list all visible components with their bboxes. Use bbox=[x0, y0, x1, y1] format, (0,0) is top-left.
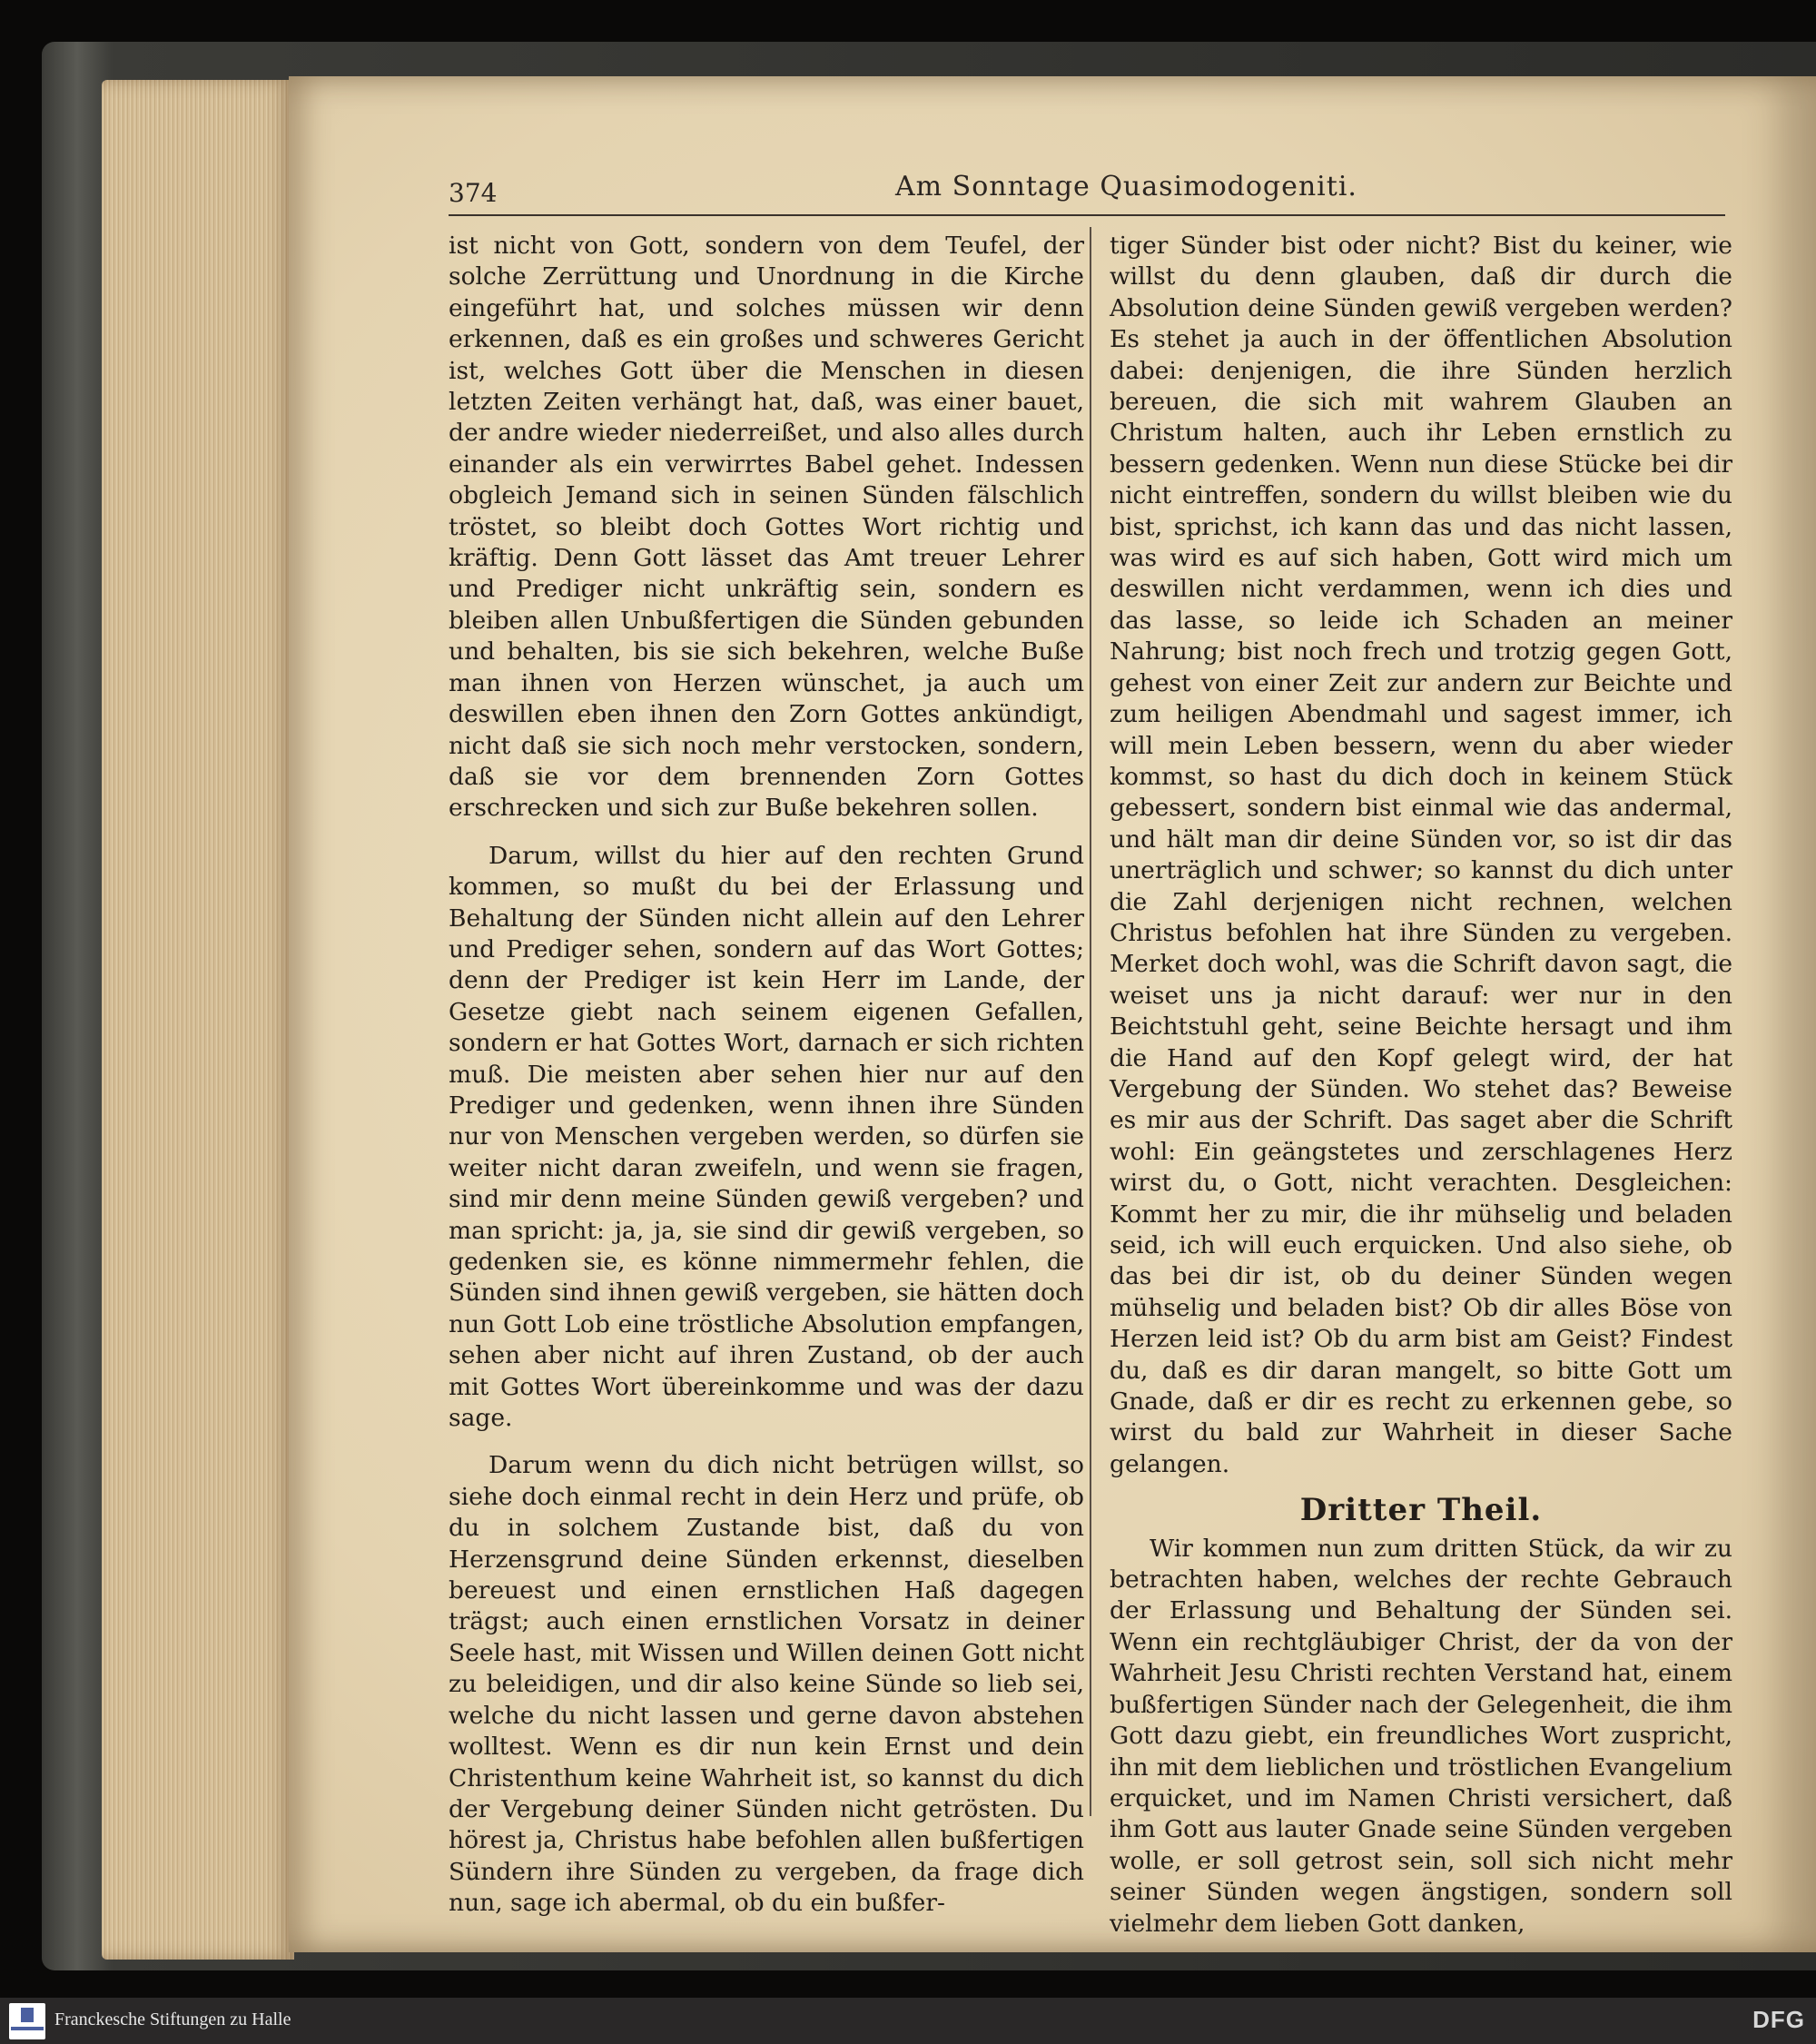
paragraph: ist nicht von Gott, sondern von dem Teufel, der solche Zerrüttung und Unordnung in die Kirche eingeführt hat, und solches müssen wir denn erkennen, daß es ein großes und schweres Gericht ist, welches Gott über die Menschen in diesen letzten Zeiten verhängt hat, daß, was einer bauet, der andre wieder niederreißet, und also alles durch einander als ein verwirrtes Babel gehet. Indessen obgleich Jemand sich in seinen Sünden fälschlich tröstet, so bleibt doch Gottes Wort richtig und kräftig. Denn Gott lässet das Amt treuer Lehrer und Prediger nicht unkräftig sein, sondern es bleiben allen Unbußfertigen die Sünden gebunden und behalten, bis sie sich bekehren, welche Buße man ihnen von Herzen wünschet, ja auch um deswillen eben ihnen den Zorn Gottes ankündigt, nicht daß sie sich noch mehr verstocken, sondern, daß sie vor dem brennenden Zorn Gottes erschrecken und sich zur Buße bekehren sollen. bbox=[449, 232, 1084, 823]
dfg-logo[interactable]: DFG bbox=[1752, 2006, 1805, 2033]
header-rule bbox=[449, 214, 1725, 216]
running-title: Am Sonntage Quasimodogeniti. bbox=[895, 171, 1357, 202]
page-header bbox=[449, 169, 1725, 212]
section-heading: Dritter Theil. bbox=[1299, 1492, 1543, 1529]
paragraph: Darum wenn du dich nicht betrügen willst, so siehe doch einmal recht in dein Herz und prüfe, ob du in solchem Zustande bist, daß du von Herzensgrund deine Sünden erkennst, dieselben bereuest und einen ernstlichen Haß dagegen trägst; auch einen ernstlichen Vorsatz in deiner Seele hast, mit Wissen und Willen deinen Gott nicht zu beleidigen, und dir also keine Sünde so lieb sei, welche du nicht lassen und gerne davon abstehen wolltest. Wenn es dir nun kein Ernst und dein Christenthum keine Wahrheit ist, so kannst du dich der Vergebung deiner Sünden nicht getrösten. Du hörest ja, Christus habe befohlen allen bußfertigen Sündern ihre Sünden zu vergeben, da frage dich nun, sage ich abermal, ob du ein bußfer- bbox=[449, 1451, 1084, 1918]
paragraph: Wir kommen nun zum dritten Stück, da wir zu betrachten haben, welches der rechte Gebrauch der Erlassung und Behaltung der Sünden sei. Wenn ein rechtgläubiger Christ, der da von der Wahrheit Jesu Christi rechten Verstand hat, einem bußfertigen Sünder nach der Gelegenheit, die ihm Gott dazu giebt, ein freundliches Wort zuspricht, ihn mit dem lieblichen und tröstlichen Evangelium erquicket, und im Namen Christi versichert, daß ihm Gott aus lauter Gnade seine Sünden vergeben wolle, er soll getrost sein, soll sich nicht mehr seiner Sünden wegen ängstigen, sondern soll vielmehr dem lieben Gott danken, bbox=[1110, 1534, 1732, 1938]
footer-bar bbox=[0, 1998, 1816, 2044]
right-column bbox=[1110, 231, 1732, 1940]
paragraph: tiger Sünder bist oder nicht? Bist du keiner, wie willst du denn glauben, daß dir durch die Absolution deine Sünden gewiß vergeben werden? Es stehet ja auch in der öffentlichen Absolution dabei: denjenigen, die ihre Sünden herzlich bereuen, die sich mit wahrem Glauben an Christum halten, auch ihr Leben ernstlich zu bessern gedenken. Wenn nun diese Stücke bei dir nicht eintreffen, sondern du willst bleiben wie du bist, sprichst, ich kann das und das nicht lassen, was wird es auf sich haben, Gott wird mich um deswillen nicht verdammen, wenn ich dies und das lasse, so leide ich Schaden an meiner Nahrung; bist noch frech und trotzig gegen Gott, gehest von einer Zeit zur andern zur Beichte und zum heiligen Abendmahl und sagest immer, ich will mein Leben bessern, wenn du aber wieder kommst, so hast du dich doch in keinem Stück gebessert, sondern bist einmal wie das andermal, und hält man dir deine Sünden vor, so ist dir das unerträglich und schwer; so kannst du dich unter die Zahl derjenigen nicht rechnen, welchen Christus befohlen hat ihre Sünden zu vergeben. Merket doch wohl, was die Schrift davon sagt, die weiset uns ja nicht darauf: wer nur in den Beichtstuhl geht, seine Beichte hersagt und ihm die Hand auf den Kopf gelegt wird, der hat Vergebung der Sünden. Wo stehet das? Beweise es mir aus der Schrift. Das saget aber die Schrift wohl: Ein geängstetes und zerschlagenes Herz wirst du, o Gott, nicht verachten. Desgleichen: Kommt her zu mir, die ihr mühselig und beladen seid, ich will euch erquicken. Und also siehe, ob das bei dir ist, ob du deiner Sünden wegen mühselig und beladen bist? Ob dir alles Böse von Herzen leid ist? Ob du arm bist am Geist? Findest du, daß es dir daran mangelt, so bitte Gott um Gnade, daß er dir es recht zu erkennen gebe, so wirst du bald zur Wahrheit in dieser Sache gelangen. bbox=[1110, 232, 1732, 1478]
institution-name[interactable]: Franckesche Stiftungen zu Halle bbox=[54, 2009, 291, 2029]
page-number: 374 bbox=[449, 178, 498, 208]
column-divider bbox=[1090, 227, 1091, 1816]
paragraph: Darum, willst du hier auf den rechten Grund kommen, so mußt du bei der Erlassung und Behaltung der Sünden nicht allein auf den Lehrer und Prediger sehen, sondern auf das Wort Gottes; denn der Prediger ist kein Herr im Lande, der Gesetze giebt nach seinem eigenen Gefallen, sondern er hat Gottes Wort, darnach er sich richten muß. Die meisten aber sehen hier nur auf den Prediger und gedenken, wenn ihnen ihre Sünden nur von Menschen vergeben werden, so dürfen sie weiter nicht daran zweifeln, und wenn sie fragen, sind mir denn meine Sünden gewiß vergeben? und man spricht: ja, ja, sie sind dir gewiß vergeben, so gedenken sie, es könne nimmermehr fehlen, die Sünden sind ihnen gewiß vergeben, sie hätten doch nun Gott Lob eine tröstliche Absolution empfangen, sehen aber nicht auf ihren Zustand, ob der auch mit Gottes Wort übereinkomme und was der dazu sage. bbox=[449, 841, 1084, 1433]
left-column bbox=[449, 231, 1084, 1920]
page-edges bbox=[102, 80, 294, 1960]
institution-logo-icon bbox=[9, 2003, 45, 2039]
